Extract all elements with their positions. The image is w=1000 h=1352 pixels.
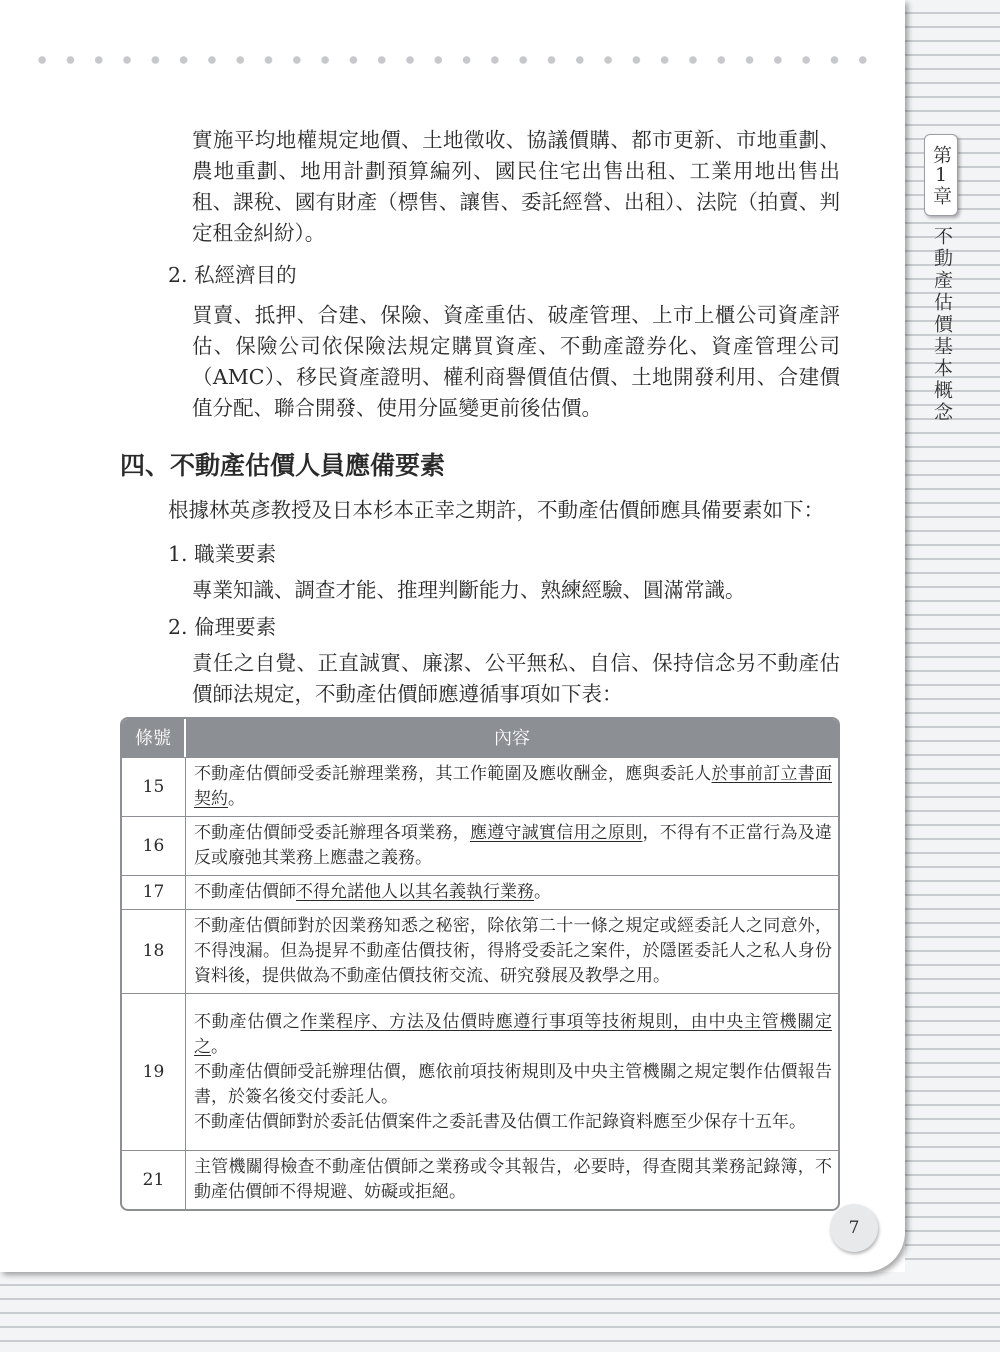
chapter-tab: 第1章: [924, 134, 958, 216]
article-content: 不動產估價師受委託辦理各項業務，應遵守誠實信用之原則，不得有不正當行為及違反或廢弛其業務上應盡之義務。: [186, 816, 838, 875]
article-content: 不動產估價之作業程序、方法及估價時應遵行事項等技術規則，由中央主管機關定之。 不動產估價師受託辦理估價，應依前項技術規則及中央主管機關之規定製作估價報告書，於簽名後交付委託人。 不動產估價師對於委託估價案件之委託書及估價工作記錄資料應至少保存十五年。: [186, 993, 838, 1150]
table-row: [122, 909, 838, 993]
item1-label: 1. 職業要素: [168, 542, 277, 566]
article-no: 21: [122, 1150, 186, 1209]
table-row: [122, 816, 838, 875]
table-header-row: [122, 719, 838, 757]
article-no: 16: [122, 816, 186, 875]
page-number: 7: [830, 1204, 878, 1252]
item2-text: 責任之自覺、正直誠實、廉潔、公平無私、自信、保持信念另不動產估價師法規定，不動產估價師應遵循事項如下表：: [192, 651, 840, 706]
table-row: [122, 875, 838, 909]
private-purpose-text: 買賣、抵押、合建、保險、資產重估、破產管理、上市上櫃公司資產評估、保險公司依保險法規定購買資產、不動產證券化、資產管理公司（AMC）、移民資產證明、權利商譽價值估價、土地開發利用、合建價值分配、聯合開發、使用分區變更前後估價。: [192, 303, 840, 420]
public-purpose-text: 實施平均地權規定地價、土地徵收、協議價購、都市更新、市地重劃、農地重劃、地用計劃預算編列、國民住宅出售出租、工業用地出售出租、課稅、國有財產（標售、讓售、委託經營、出租）、法院（拍賣、判定租金糾紛）。: [192, 128, 840, 245]
law-table: [120, 717, 840, 1211]
section-intro: 根據林英彥教授及日本杉本正幸之期許，不動產估價師應具備要素如下：: [168, 498, 824, 522]
article-no: 17: [122, 875, 186, 909]
article-content: 不動產估價師受委託辦理業務，其工作範圍及應收酬金，應與委託人於事前訂立書面契約。: [186, 757, 838, 816]
header-content: 內容: [186, 719, 838, 757]
item2-label: 2. 倫理要素: [168, 615, 277, 639]
ruled-bottom-strip: [0, 1272, 1000, 1352]
table-row: [122, 993, 838, 1150]
article-content: 主管機關得檢查不動產估價師之業務或令其報告，必要時，得查閱其業務記錄簿，不動產估價師不得規避、妨礙或拒絕。: [186, 1150, 838, 1209]
table-row: [122, 1150, 838, 1209]
article-no: 19: [122, 993, 186, 1150]
chapter-title: 不動產估價基本概念: [931, 226, 953, 424]
table-row: [122, 757, 838, 816]
header-article-no: 條號: [122, 719, 186, 757]
section-heading: 四、不動產估價人員應備要素: [120, 451, 446, 480]
item1-text: 專業知識、調查才能、推理判斷能力、熟練經驗、圓滿常識。: [192, 578, 746, 602]
article-content: 不動產估價師對於因業務知悉之秘密，除依第二十一條之規定或經委託人之同意外，不得洩漏。但為提昇不動產估價技術，得將受委託之案件，於隱匿委託人之私人身份資料後，提供做為不動產估價技術交流、研究發展及教學之用。: [186, 909, 838, 993]
dotted-border: [28, 54, 878, 66]
article-no: 18: [122, 909, 186, 993]
article-content: 不動產估價師不得允諾他人以其名義執行業務。: [186, 875, 838, 909]
private-purpose-label: 2. 私經濟目的: [168, 263, 297, 287]
article-no: 15: [122, 757, 186, 816]
